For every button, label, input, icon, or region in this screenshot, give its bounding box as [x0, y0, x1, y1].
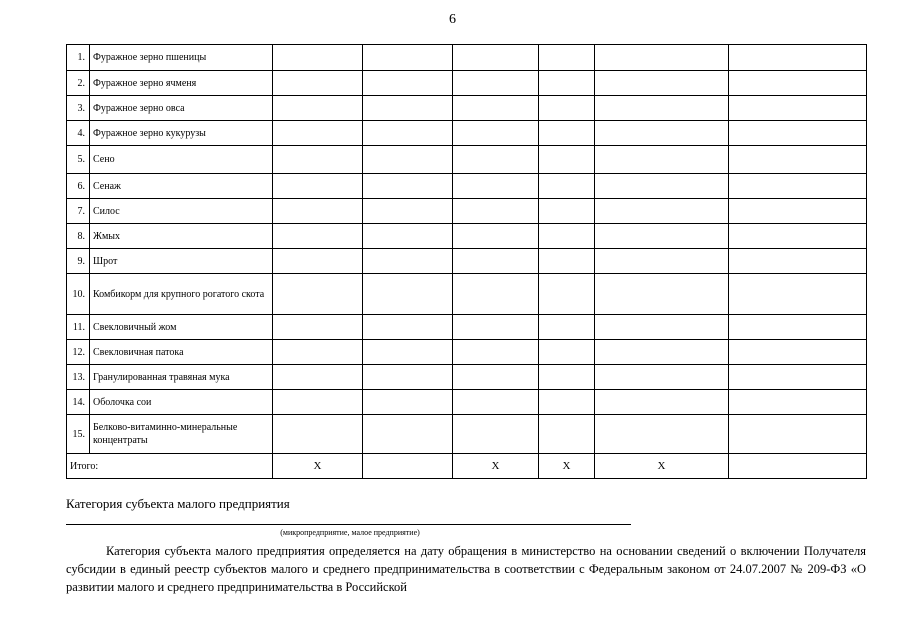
table-cell [363, 199, 453, 224]
table-cell [729, 71, 867, 96]
total-row [67, 454, 867, 479]
table-cell [595, 390, 729, 415]
table-cell [539, 415, 595, 454]
table-cell [729, 315, 867, 340]
feed-name: Сенаж [90, 174, 273, 199]
table-cell [273, 365, 363, 390]
table-row [67, 224, 867, 249]
row-number: 8. [67, 224, 90, 249]
category-hint: (микропредприятие, малое предприятие) [280, 528, 420, 537]
table-cell [729, 365, 867, 390]
table-cell [453, 315, 539, 340]
table-cell [363, 121, 453, 146]
row-number: 14. [67, 390, 90, 415]
row-number: 13. [67, 365, 90, 390]
table-cell [595, 146, 729, 174]
table-cell [539, 249, 595, 274]
table-cell [539, 390, 595, 415]
table-cell [595, 174, 729, 199]
row-number: 7. [67, 199, 90, 224]
table-cell [595, 71, 729, 96]
table-cell [363, 45, 453, 71]
table-cell [453, 274, 539, 315]
table-cell [539, 45, 595, 71]
table-cell [729, 249, 867, 274]
table-cell [453, 340, 539, 365]
table-cell [273, 71, 363, 96]
table-cell [363, 415, 453, 454]
table-cell [539, 315, 595, 340]
feed-name: Фуражное зерно кукурузы [90, 121, 273, 146]
table-row [67, 71, 867, 96]
table-cell [539, 71, 595, 96]
table-cell [453, 249, 539, 274]
row-number: 3. [67, 96, 90, 121]
table-cell [729, 415, 867, 454]
total-cell [363, 454, 453, 479]
table-cell [595, 315, 729, 340]
table-cell [363, 340, 453, 365]
table-row [67, 174, 867, 199]
table-cell [453, 96, 539, 121]
table-cell [595, 365, 729, 390]
table-cell [539, 224, 595, 249]
table-cell [729, 96, 867, 121]
row-number: 15. [67, 415, 90, 454]
table-cell [363, 71, 453, 96]
table-cell [729, 224, 867, 249]
table-cell [273, 415, 363, 454]
table-cell [273, 249, 363, 274]
table-row [67, 315, 867, 340]
table-cell [539, 340, 595, 365]
table-cell [363, 365, 453, 390]
table-row [67, 415, 867, 454]
feed-name: Фуражное зерно ячменя [90, 71, 273, 96]
category-paragraph: Категория субъекта малого предприятия определяется на дату обращения в министерство на основании сведений о включении Получателя субсидии в единый реестр субъектов малого и среднего предпринимательства в соответствии с Федеральным законом от 24.07.2007 № 209-ФЗ «О развитии малого и среднего предпринимательства в Российской [66, 544, 866, 594]
table-cell [729, 45, 867, 71]
table-cell [453, 365, 539, 390]
table-cell [273, 274, 363, 315]
table-cell [595, 415, 729, 454]
total-label: Итого: [67, 454, 273, 479]
feed-name: Белково-витаминно-минеральные концентраты [90, 415, 273, 454]
table-cell [729, 199, 867, 224]
table-cell [453, 71, 539, 96]
table-cell [273, 146, 363, 174]
table-cell [729, 274, 867, 315]
total-cell [729, 454, 867, 479]
table-cell [363, 315, 453, 340]
feed-name: Оболочка сои [90, 390, 273, 415]
feed-name: Шрот [90, 249, 273, 274]
feed-name: Жмых [90, 224, 273, 249]
table-cell [595, 45, 729, 71]
table-row [67, 340, 867, 365]
page-number: 6 [449, 12, 456, 27]
table-cell [595, 199, 729, 224]
table-cell [539, 174, 595, 199]
table-cell [273, 199, 363, 224]
feed-table [66, 44, 867, 479]
feed-table-body [67, 45, 867, 479]
table-row [67, 121, 867, 146]
total-cell: X [453, 454, 539, 479]
table-cell [539, 365, 595, 390]
table-cell [595, 121, 729, 146]
table-cell [453, 415, 539, 454]
feed-name: Свекловичная патока [90, 340, 273, 365]
row-number: 4. [67, 121, 90, 146]
row-number: 6. [67, 174, 90, 199]
feed-name: Комбикорм для крупного рогатого скота [90, 274, 273, 315]
total-cell: X [595, 454, 729, 479]
table-cell [453, 224, 539, 249]
table-cell [453, 390, 539, 415]
total-cell: X [539, 454, 595, 479]
row-number: 5. [67, 146, 90, 174]
table-row [67, 96, 867, 121]
table-cell [539, 96, 595, 121]
row-number: 10. [67, 274, 90, 315]
table-cell [363, 274, 453, 315]
table-cell [273, 174, 363, 199]
table-cell [539, 121, 595, 146]
row-number: 2. [67, 71, 90, 96]
category-heading: Категория субъекта малого предприятия [66, 496, 290, 511]
table-cell [595, 274, 729, 315]
table-cell [595, 249, 729, 274]
table-row [67, 390, 867, 415]
table-cell [363, 146, 453, 174]
table-row [67, 199, 867, 224]
table-cell [729, 146, 867, 174]
table-cell [539, 274, 595, 315]
table-cell [595, 340, 729, 365]
table-cell [273, 315, 363, 340]
feed-name: Гранулированная травяная мука [90, 365, 273, 390]
table-cell [729, 390, 867, 415]
table-cell [453, 45, 539, 71]
table-cell [595, 224, 729, 249]
table-cell [273, 45, 363, 71]
table-cell [729, 174, 867, 199]
table-cell [595, 96, 729, 121]
table-cell [453, 146, 539, 174]
table-cell [363, 224, 453, 249]
table-cell [363, 174, 453, 199]
total-cell: X [273, 454, 363, 479]
table-cell [273, 121, 363, 146]
feed-name: Фуражное зерно пшеницы [90, 45, 273, 71]
table-row [67, 146, 867, 174]
table-row [67, 365, 867, 390]
table-cell [729, 340, 867, 365]
table-cell [453, 121, 539, 146]
category-fill-line [66, 524, 631, 525]
feed-name: Силос [90, 199, 273, 224]
row-number: 11. [67, 315, 90, 340]
table-cell [539, 146, 595, 174]
table-cell [363, 96, 453, 121]
row-number: 1. [67, 45, 90, 71]
feed-name: Свекловичный жом [90, 315, 273, 340]
table-row [67, 249, 867, 274]
table-row [67, 274, 867, 315]
table-cell [273, 340, 363, 365]
feed-name: Фуражное зерно овса [90, 96, 273, 121]
table-row [67, 45, 867, 71]
table-cell [363, 390, 453, 415]
feed-name: Сено [90, 146, 273, 174]
table-cell [273, 96, 363, 121]
table-cell [273, 224, 363, 249]
row-number: 12. [67, 340, 90, 365]
table-cell [273, 390, 363, 415]
table-cell [539, 199, 595, 224]
table-cell [453, 199, 539, 224]
table-cell [363, 249, 453, 274]
row-number: 9. [67, 249, 90, 274]
table-cell [729, 121, 867, 146]
table-cell [453, 174, 539, 199]
